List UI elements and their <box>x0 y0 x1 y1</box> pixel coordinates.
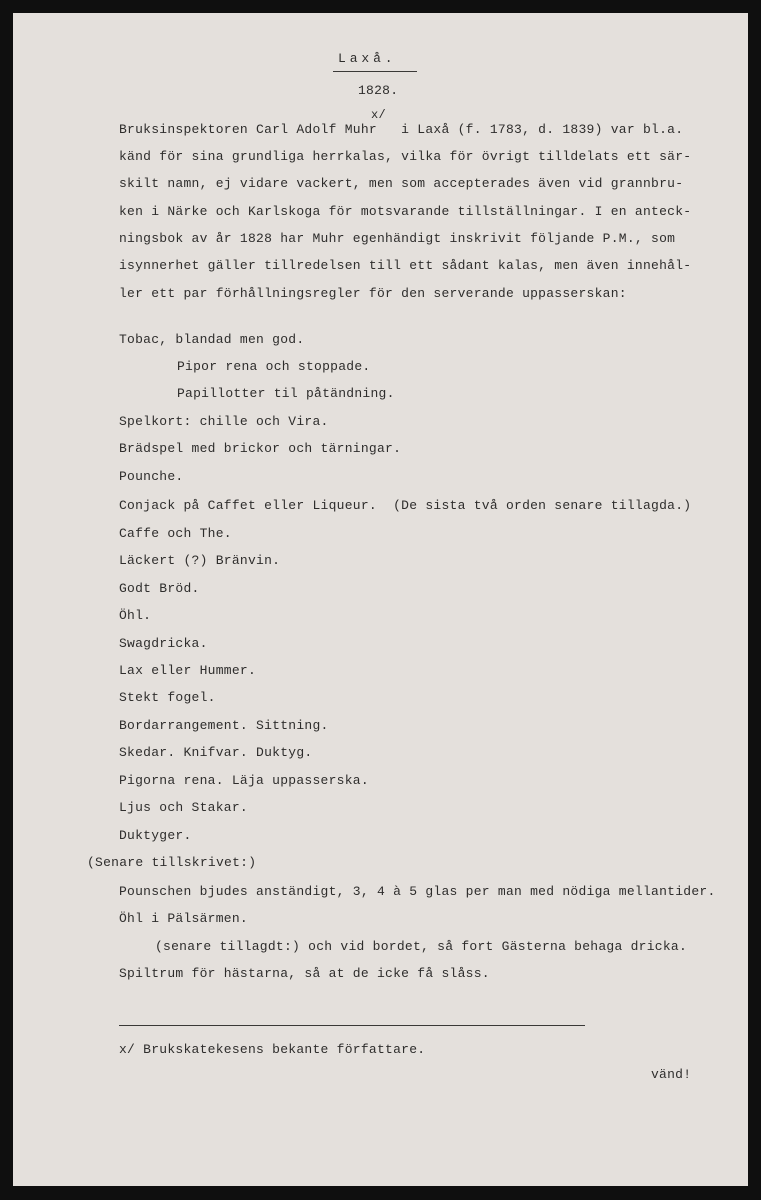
document-year: 1828. <box>358 83 399 98</box>
list-item: Conjack på Caffet eller Liqueur. (De sista två orden senare tillagda.) <box>119 498 692 513</box>
list-item: Papillotter til påtändning. <box>177 386 395 401</box>
intro-line: ningsbok av år 1828 har Muhr egenhändigt inskrivit följande P.M., som <box>119 231 676 246</box>
later-item: Spiltrum för hästarna, så at de icke få slåss. <box>119 966 490 981</box>
later-item: Pounschen bjudes anständigt, 3, 4 à 5 glas per man med nödiga mellantider. <box>119 884 716 899</box>
document-title: Laxå. <box>338 51 397 66</box>
document-page <box>13 13 748 1186</box>
list-item: Swagdricka. <box>119 636 208 651</box>
list-item: Spelkort: chille och Vira. <box>119 414 329 429</box>
list-item: Duktyger. <box>119 828 192 843</box>
later-heading: (Senare tillskrivet:) <box>87 855 257 870</box>
intro-line: ler ett par förhållningsregler för den serverande uppasserskan: <box>119 286 627 301</box>
intro-line: Bruksinspektoren Carl Adolf Muhr i Laxå (f. 1783, d. 1839) var bl.a. <box>119 122 684 137</box>
turn-over-note: vänd! <box>651 1067 692 1082</box>
list-item: Ljus och Stakar. <box>119 800 248 815</box>
footnote-marker: x/ <box>371 108 386 122</box>
footnote-divider <box>119 1025 585 1026</box>
later-item: (senare tillagdt:) och vid bordet, så fort Gästerna behaga dricka. <box>155 939 688 954</box>
intro-line: ken i Närke och Karlskoga för motsvarande tillställningar. I en anteck- <box>119 204 692 219</box>
intro-line: skilt namn, ej vidare vackert, men som accepterades även vid grannbru- <box>119 176 684 191</box>
list-item: Godt Bröd. <box>119 581 200 596</box>
footnote: x/ Brukskatekesens bekante författare. <box>119 1042 426 1057</box>
list-item: Pipor rena och stoppade. <box>177 359 371 374</box>
list-item: Öhl. <box>119 608 152 623</box>
list-item: Stekt fogel. <box>119 690 216 705</box>
list-item: Pigorna rena. Läja uppasserska. <box>119 773 369 788</box>
list-item: Pounche. <box>119 469 184 484</box>
list-item: Caffe och The. <box>119 526 232 541</box>
list-item: Skedar. Knifvar. Duktyg. <box>119 745 313 760</box>
later-item: Öhl i Pälsärmen. <box>119 911 248 926</box>
intro-line: känd för sina grundliga herrkalas, vilka för övrigt tilldelats ett sär- <box>119 149 692 164</box>
list-item: Tobac, blandad men god. <box>119 332 305 347</box>
list-item: Brädspel med brickor och tärningar. <box>119 441 402 456</box>
intro-line: isynnerhet gäller tillredelsen till ett sådant kalas, men även innehål- <box>119 258 692 273</box>
list-item: Läckert (?) Bränvin. <box>119 553 281 568</box>
list-item: Bordarrangement. Sittning. <box>119 718 329 733</box>
title-underline <box>333 71 417 72</box>
list-item: Lax eller Hummer. <box>119 663 257 678</box>
